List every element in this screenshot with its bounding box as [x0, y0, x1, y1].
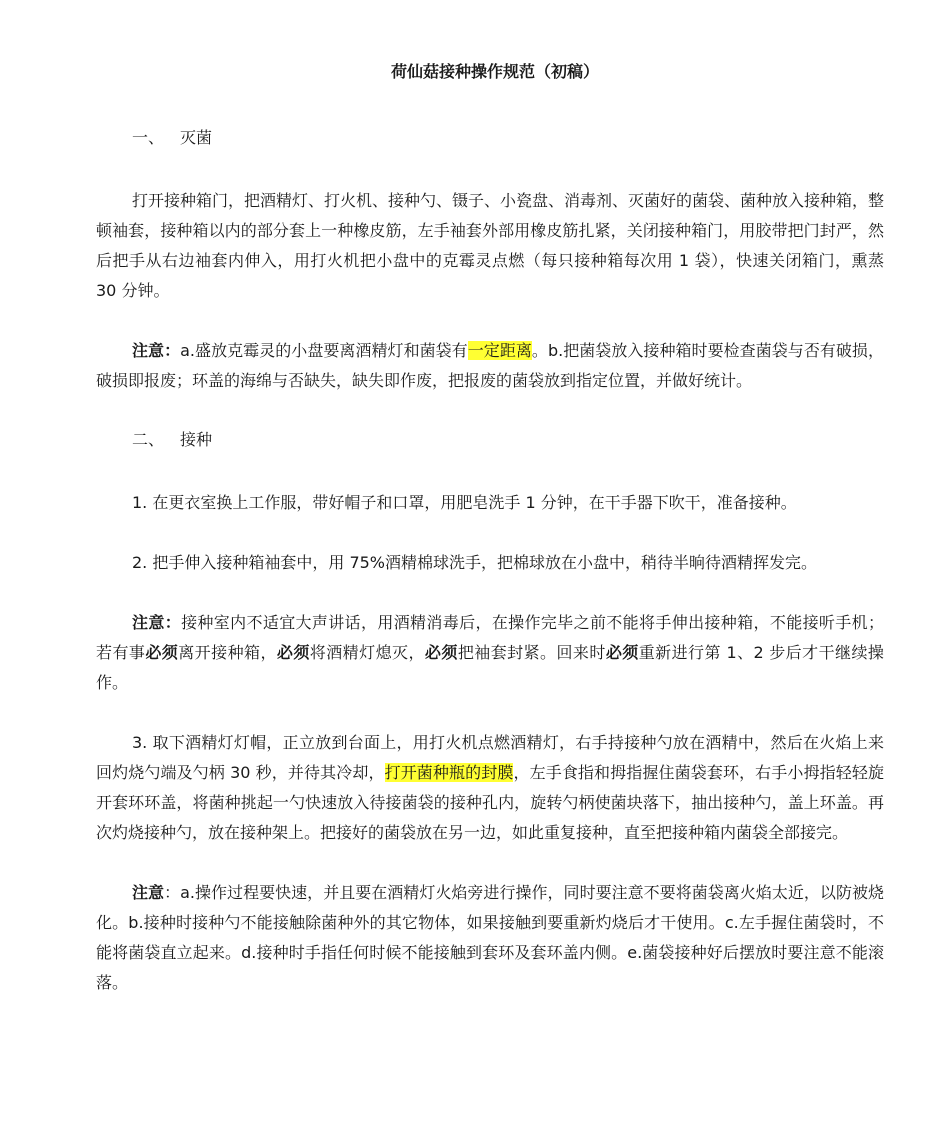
step-text: 3. 取下酒精灯灯帽，正立放到台面上，用打火机点燃酒精灯，右手持接种勺放在酒精中，然后在火焰上来回灼烧勺端及勺柄 30 秒，并待其冷却，: [96, 733, 884, 782]
step-1-paragraph: 1. 在更衣室换上工作服，带好帽子和口罩，用肥皂洗手 1 分钟，在干手器下吹干，准备接种。: [132, 493, 797, 512]
emphasis-text: 必须: [145, 643, 179, 662]
note-label: 注意：: [132, 613, 182, 632]
step-3-paragraph: [96, 728, 884, 848]
sterilization-paragraph: 打开接种箱门，把酒精灯、打火机、接种勺、镊子、小瓷盘、消毒剂、灭菌好的菌袋、菌种放入接种箱，整顿袖套，接种箱以内的部分套上一种橡皮筋，左手袖套外部用橡皮筋扎紧，关闭接种箱门，用胶带把门封严，然后把手从右边袖套内伸入，用打火机把小盘中的克霉灵点燃（每只接种箱每次用 1 袋），快速关闭箱门，熏蒸 30 分钟。: [96, 191, 885, 300]
section-label: 接种: [180, 430, 213, 449]
sterilization-note: [96, 336, 884, 396]
highlighted-text: 打开菌种瓶的封膜: [384, 763, 514, 782]
emphasis-text: 必须: [605, 643, 639, 662]
section-number: 二、: [132, 430, 165, 449]
document-title: 荷仙菇接种操作规范（初稿）: [390, 62, 599, 81]
step-2-paragraph: 2. 把手伸入接种箱袖套中，用 75%酒精棉球洗手，把棉球放在小盘中，稍待半晌待酒精挥发完。: [132, 553, 818, 572]
note-text-b: 。b.把菌袋放入接种箱时要检查菌袋与否有破损，破损即报废；环盖的海绵与否缺失，缺失即作废，把报废的菌袋放到指定位置，并做好统计。: [96, 341, 884, 390]
section-number: 一、: [132, 128, 165, 147]
highlighted-text: 一定距离: [467, 341, 532, 360]
step-text: ，左手食指和拇指握住菌袋套环，右手小拇指轻轻旋开套环环盖，将菌种挑起一勺快速放入待接菌袋的接种孔内，旋转勺柄使菌块落下，抽出接种勺，盖上环盖。再次灼烧接种勺，放在接种架上。把接好的菌袋放在另一边，如此重复接种，直至把接种箱内菌袋全部接完。: [96, 763, 884, 842]
emphasis-text: 必须: [424, 643, 458, 662]
note-text: 重新进行第 1、2 步后才干继续操作。: [96, 643, 884, 692]
note-text-a: a.盛放克霉灵的小盘要离酒精灯和菌袋有: [180, 341, 468, 360]
note-text: 把袖套封紧。回来时: [457, 643, 606, 662]
note-text: 将酒精灯熄灭，: [309, 643, 425, 662]
section-heading-sterilization: [96, 124, 884, 152]
note-label: 注意: [132, 883, 165, 902]
note-text: 接种室内不适宜大声讲话，用酒精消毒后，在操作完毕之前不能将手伸出接种箱，不能接听手机；若有事: [96, 613, 884, 662]
section-label: 灭菌: [180, 128, 213, 147]
inoculation-note-2: [96, 878, 884, 998]
emphasis-text: 必须: [276, 643, 310, 662]
note-text: ：a.操作过程要快速，并且要在酒精灯火焰旁进行操作，同时要注意不要将菌袋离火焰太近，以防被烧化。b.接种时接种勺不能接触除菌种外的其它物体，如果接触到要重新灼烧后才干使用。c.左手握住菌袋时，不能将菌袋直立起来。d.接种时手指任何时候不能接触到套环及套环盖内侧。e.菌袋接种好后摆放时要注意不能滚落。: [96, 883, 884, 992]
inoculation-note-1: [96, 608, 884, 698]
note-label: 注意：: [132, 341, 181, 360]
note-text: 离开接种箱，: [178, 643, 277, 662]
section-heading-inoculation: [96, 426, 884, 454]
